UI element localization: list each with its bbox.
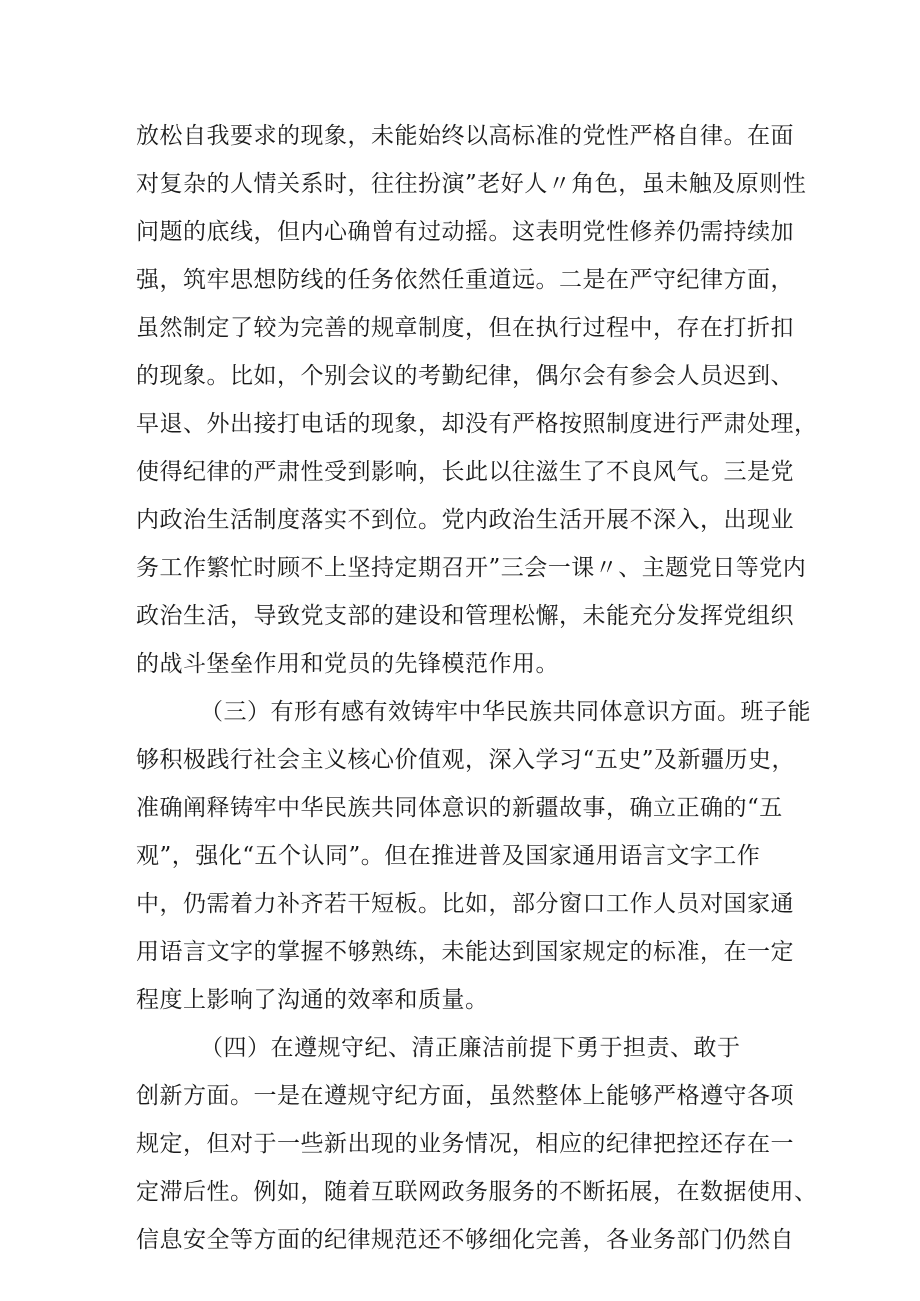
text-line: 的战斗堡垒作用和党员的先锋模范作用。 [136, 651, 559, 677]
text-line: 用语言文字的掌握不够熟练，未能达到国家规定的标准，在一定 [136, 939, 794, 965]
text-line: 使得纪律的严肃性受到影响，长此以往滋生了不良风气。三是党 [136, 459, 794, 485]
text-line: 观”，强化“五个认同”。但在推进普及国家通用语言文字工作 [136, 843, 761, 869]
text-line: 规定，但对于一些新出现的业务情况，相应的纪律把控还存在一 [136, 1131, 794, 1157]
text-line: 放松自我要求的现象，未能始终以高标准的党性严格自律。在面 [136, 123, 794, 149]
text-line: 中，仍需着力补齐若干短板。比如，部分窗口工作人员对国家通 [136, 891, 794, 917]
document-body [136, 112, 818, 1264]
text-line: 定滞后性。例如，随着互联网政务服务的不断拓展，在数据使用、 [136, 1179, 818, 1205]
text-line: 准确阐释铸牢中华民族共同体意识的新疆故事，确立正确的“五 [136, 795, 783, 821]
text-line: 对复杂的人情关系时，往往扮演”老好人〃角色，虽未触及原则性 [136, 171, 807, 197]
text-line: 强，筑牢思想防线的任务依然任重道远。二是在严守纪律方面， [136, 267, 794, 293]
text-line: 务工作繁忙时顾不上坚持定期召开”三会一课〃、主题党日等党内 [136, 555, 807, 581]
section-heading-line: （四）在遵规守纪、清正廉洁前提下勇于担责、敢于 [200, 1035, 741, 1061]
text-line: 问题的底线，但内心确曾有过动摇。这表明党性修养仍需持续加 [136, 219, 794, 245]
text-line: 的现象。比如，个别会议的考勤纪律，偶尔会有参会人员迟到、 [136, 363, 794, 389]
text-line: 虽然制定了较为完善的规章制度，但在执行过程中，存在打折扣 [136, 315, 794, 341]
text-line: 早退、外出接打电话的现象，却没有严格按照制度进行严肃处理， [136, 411, 818, 437]
text-line: 政治生活，导致党支部的建设和管理松懈，未能充分发挥党组织 [136, 603, 794, 629]
section-heading-line: （三）有形有感有效铸牢中华民族共同体意识方面。班子能 [200, 699, 811, 725]
text-line: 内政治生活制度落实不到位。党内政治生活开展不深入，出现业 [136, 507, 794, 533]
text-line: 程度上影响了沟通的效率和质量。 [136, 987, 489, 1013]
text-line: 够积极践行社会主义核心价值观，深入学习“五史”及新疆历史， [136, 747, 796, 773]
text-line: 创新方面。一是在遵规守纪方面，虽然整体上能够严格遵守各项 [136, 1083, 794, 1109]
text-line: 信息安全等方面的纪律规范还不够细化完善，各业务部门仍然自 [136, 1227, 794, 1253]
